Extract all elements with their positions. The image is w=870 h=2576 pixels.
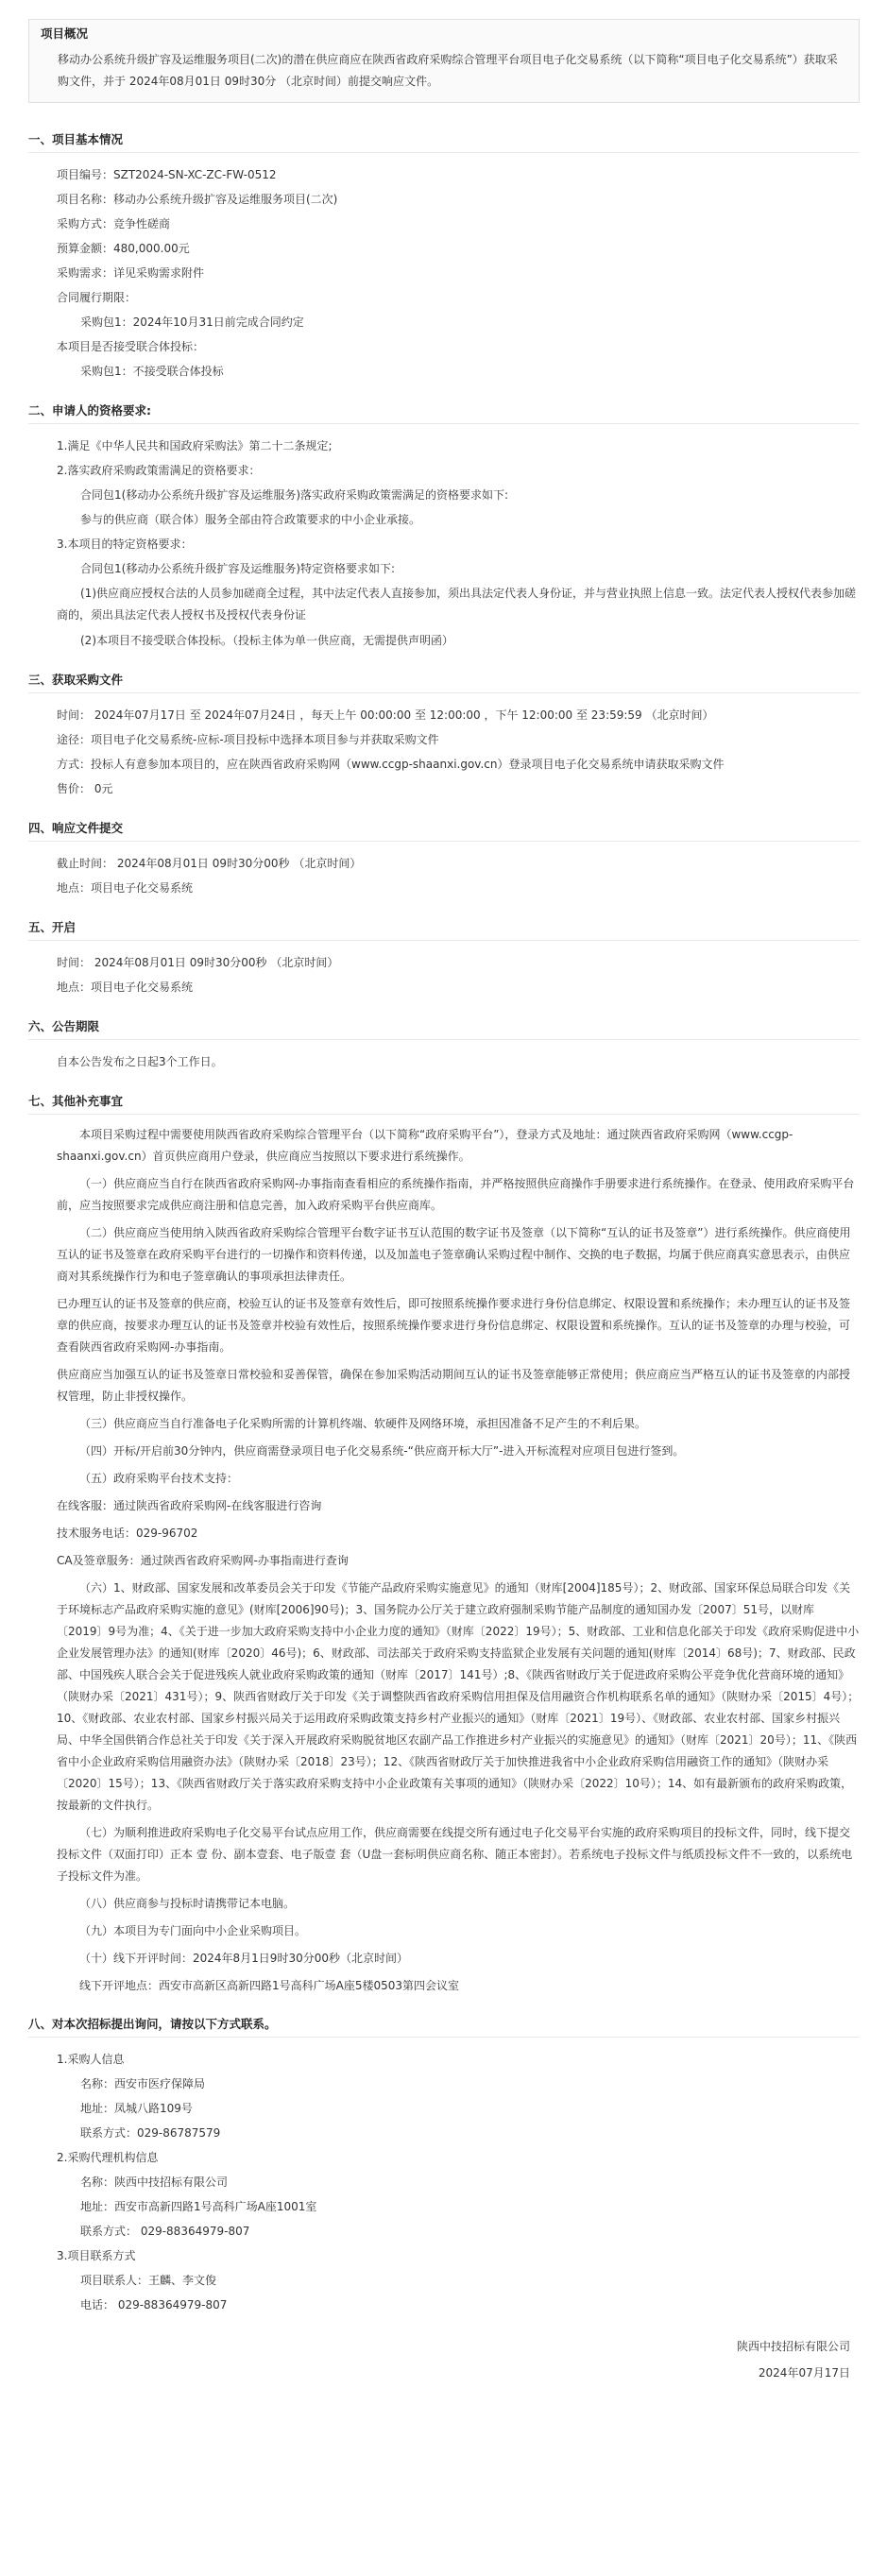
submission-deadline: 截止时间： 2024年08月01日 09时30分00秒 （北京时间） [57, 856, 362, 870]
other-paragraph: （九）本项目为专门面向中小企业采购项目。 [79, 1923, 307, 1937]
other-paragraph: （五）政府采购平台技术支持： [79, 1471, 239, 1485]
contact-heading: 2.采购代理机构信息 [57, 2150, 159, 2164]
budget-amount: 预算金额：480,000.00元 [57, 241, 190, 255]
opening-time: 时间： 2024年08月01日 09时30分00秒 （北京时间） [57, 955, 339, 969]
get-documents-method: 方式：投标人有意参加本项目的，应在陕西省政府采购网（www.ccgp-shaanxi.gov.cn）登录项目电子化交易系统申请获取采购文件 [57, 757, 725, 771]
agency-phone: 联系方式： 029-88364979-807 [80, 2224, 250, 2238]
section-contact [28, 2012, 860, 2317]
other-paragraph: 线下开评地点：西安市高新区高新四路1号高科广场A座5楼0503第四会议室 [79, 1978, 460, 1992]
agency-address: 地址：西安市高新四路1号高科广场A座1001室 [80, 2199, 317, 2213]
section-title: 三、获取采购文件 [28, 668, 860, 693]
other-paragraph: 供应商应当加强互认的证书及签章日常校验和妥善保管，确保在参加采购活动期间互认的证书及签章能够正常使用；供应商应当严格互认的证书及签章的内部授权管理，防止非授权操作。 [57, 1367, 851, 1403]
qualification-item: 1.满足《中华人民共和国政府采购法》第二十二条规定; [57, 438, 333, 452]
section-basic-info [28, 128, 860, 384]
qualification-item: (2)本项目不接受联合体投标。（投标主体为单一供应商，无需提供声明函） [80, 633, 454, 647]
purchaser-name: 名称：西安市医疗保障局 [80, 2076, 206, 2090]
section-title: 一、项目基本情况 [28, 128, 860, 153]
overview-title: 项目概况 [41, 26, 89, 41]
section-notice-period [28, 1015, 860, 1074]
section-title: 八、对本次招标提出询问，请按以下方式联系。 [28, 2012, 860, 2038]
notice-period-text: 自本公告发布之日起3个工作日。 [57, 1054, 223, 1068]
purchaser-address: 地址：凤城八路109号 [80, 2101, 193, 2115]
other-paragraph: （二）供应商应当使用纳入陕西省政府采购综合管理平台数字证书互认范围的数字证书及签章（以下简称“互认的证书及签章”）进行系统操作。供应商使用互认的证书及签章在政府采购平台进行的一切操作和资料传递，以及加盖电子签章确认采购过程中制作、交换的电子数据，均属于供应商真实意思表示，由供应商对其系统操作行为和电子签章确认的事项承担法律责任。 [57, 1225, 851, 1283]
project-name: 项目名称：移动办公系统升级扩容及运维服务项目(二次) [57, 192, 338, 206]
other-paragraph: 已办理互认的证书及签章的供应商，校验互认的证书及签章有效性后，即可按照系统操作要求进行身份信息绑定、权限设置和系统操作；未办理互认的证书及签章的供应商，按要求办理互认的证书及签章并校验有效性后，按照系统操作要求进行身份信息绑定、权限设置和系统操作。互认的证书及签章的办理与校验，可查看陕西省政府采购网-办事指南。 [57, 1296, 851, 1354]
tech-support-line: CA及签章服务：通过陕西省政府采购网-办事指南进行查询 [57, 1553, 349, 1567]
announcement-document [28, 19, 860, 2389]
submission-place: 地点：项目电子化交易系统 [57, 880, 194, 895]
other-paragraph: （七）为顺利推进政府采购电子化交易平台试点应用工作，供应商需要在线提交所有通过电子化交易平台实施的政府采购项目的投标文件，同时，线下提交投标文件（双面打印）正本 壹 份、副本壹套、电子版壹 套（U盘一套标明供应商名称、随正本密封）。若系统电子投标文件与纸质投标文件不一致的，以系统电子投标文件为准。 [57, 1825, 853, 1883]
qualification-item: (1)供应商应授权合法的人员参加磋商全过程，其中法定代表人直接参加，须出具法定代表人身份证，并与营业执照上信息一致。法定代表人授权代表参加磋商的，须出具法定代表人授权书及授权代表身份证 [57, 586, 857, 622]
section-title: 七、其他补充事宜 [28, 1089, 860, 1115]
other-paragraph: （三）供应商应当自行准备电子化采购所需的计算机终端、软硬件及网络环境，承担因准备不足产生的不利后果。 [79, 1416, 647, 1430]
section-qualification [28, 399, 860, 653]
purchaser-phone: 联系方式：029-86787579 [80, 2125, 221, 2140]
get-documents-price: 售价： 0元 [57, 781, 113, 795]
other-paragraph: （四）开标/开启前30分钟内，供应商需登录项目电子化交易系统-“供应商开标大厅”-进入开标流程对应项目包进行签到。 [79, 1443, 685, 1458]
get-documents-time: 时间： 2024年07月17日 至 2024年07月24日 ，每天上午 00:00:00 至 12:00:00 ，下午 12:00:00 至 23:59:59 （北京时间） [57, 708, 714, 722]
opening-place: 地点：项目电子化交易系统 [57, 980, 194, 994]
contact-heading: 3.项目联系方式 [57, 2248, 136, 2262]
overview-text: 移动办公系统升级扩容及运维服务项目(二次)的潜在供应商应在陕西省政府采购综合管理平台项目电子化交易系统（以下简称“项目电子化交易系统”）获取采购文件，并于 2024年08月01日 09时30分 （北京时间）前提交响应文件。 [58, 52, 838, 88]
consortium-answer: 采购包1：不接受联合体投标 [80, 364, 224, 378]
tech-support-line: 技术服务电话：029-96702 [57, 1526, 198, 1540]
qualification-item: 2.落实政府采购政策需满足的资格要求： [57, 463, 261, 477]
procurement-method: 采购方式：竞争性磋商 [57, 216, 171, 230]
qualification-item: 3.本项目的特定资格要求： [57, 537, 193, 551]
contract-period-label: 合同履行期限： [57, 290, 137, 304]
consortium-question: 本项目是否接受联合体投标： [57, 339, 205, 353]
procurement-requirement: 采购需求：详见采购需求附件 [57, 265, 205, 280]
get-documents-way: 途径：项目电子化交易系统-应标-项目投标中选择本项目参与并获取采购文件 [57, 732, 439, 746]
signature-block [28, 2332, 860, 2389]
section-opening [28, 915, 860, 999]
section-get-documents [28, 668, 860, 801]
section-other-matters [28, 1089, 860, 1997]
other-paragraph: （十）线下开评时间：2024年8月1日9时30分00秒（北京时间） [79, 1951, 408, 1965]
project-contact-person: 项目联系人：王麟、李文俊 [80, 2273, 217, 2287]
other-paragraph: （一）供应商应当自行在陕西省政府采购网-办事指南查看相应的系统操作指南，并严格按照供应商操作手册要求进行系统操作。在登录、使用政府采购平台前，应当按照要求完成供应商注册和信息完善，加入政府采购平台供应商库。 [57, 1176, 855, 1212]
contract-period-package: 采购包1：2024年10月31日前完成合同约定 [80, 315, 304, 329]
project-contact-phone: 电话： 029-88364979-807 [80, 2297, 228, 2312]
other-paragraph: （八）供应商参与投标时请携带记本电脑。 [79, 1896, 296, 1910]
qualification-item: 参与的供应商（联合体）服务全部由符合政策要求的中小企业承接。 [80, 512, 421, 526]
contact-heading: 1.采购人信息 [57, 2052, 125, 2066]
qualification-item: 合同包1(移动办公系统升级扩容及运维服务)特定资格要求如下: [80, 561, 396, 575]
other-paragraph: 本项目采购过程中需要使用陕西省政府采购综合管理平台（以下简称“政府采购平台”），登录方式及地址：通过陕西省政府采购网（www.ccgp-shaanxi.gov.cn）首页供应商用户登录，供应商应当按照以下要求进行系统操作。 [57, 1127, 793, 1163]
section-title: 六、公告期限 [28, 1015, 860, 1040]
signature-date: 2024年07月17日 [758, 2365, 850, 2380]
project-overview-box [28, 19, 860, 103]
section-title: 二、申请人的资格要求: [28, 399, 860, 424]
signature-company: 陕西中技招标有限公司 [736, 2339, 850, 2353]
project-number: 项目编号：SZT2024-SN-XC-ZC-FW-0512 [57, 167, 277, 181]
policy-list-paragraph: （六）1、财政部、国家发展和改革委员会关于印发《节能产品政府采购实施意见》的通知（财库[2004]185号）；2、财政部、国家环保总局联合印发《关于环境标志产品政府采购实施的意见》(财库[2006]90号)；3、国务院办公厅关于建立政府强制采购节能产品制度的通知国办发〔2007〕51号，以财库〔2019〕9号为准；4、《关于进一步加大政府采购支持中小企业力度的通知》（财库〔2022〕19号）；5、财政部、工业和信息化部关于印发《政府采购促进中小企业发展管理办法》的通知(财库〔2020〕46号)；6、财政部、司法部关于政府采购支持监狱企业发展有关问题的通知(财库〔2014〕68号)；7、财政部、民政部、中国残疾人联合会关于促进残疾人就业政府采购政策的通知（财库〔2017〕141号）;8、《陕西省财政厅关于促进政府采购公平竞争优化营商环境的通知》（陕财办采〔2021〕431号）；9、陕西省财政厅关于印发《关于调整陕西省政府采购信用担保及信用融资合作机构联系名单的通知》（陕财办采〔2015〕4号）；10、《财政部、农业农村部、国家乡村振兴局关于运用政府采购政策支持乡村产业振兴的通知》（财库〔2021〕19号）、《财政部、农业农村部、国家乡村振兴局、中华全国供销合作总社关于印发《关于深入开展政府采购脱贫地区农副产品工作推进乡村产业振兴的实施意见》的通知》（财库〔2021〕20号）；11、《陕西省中小企业政府采购信用融资办法》（陕财办采〔2018〕23号）；12、《陕西省财政厅关于加快推进我省中小企业政府采购信用融资工作的通知》（陕财办采〔2020〕15号）；13、《陕西省财政厅关于落实政府采购支持中小企业政策有关事项的通知》（陕财办采〔2022〕10号）；14、如有最新颁布的政府采购政策，按最新的文件执行。 [57, 1580, 860, 1812]
section-submission [28, 816, 860, 900]
tech-support-line: 在线客服：通过陕西省政府采购网-在线客服进行咨询 [57, 1498, 322, 1512]
agency-name: 名称：陕西中技招标有限公司 [80, 2175, 229, 2189]
section-title: 四、响应文件提交 [28, 816, 860, 842]
section-title: 五、开启 [28, 915, 860, 941]
qualification-item: 合同包1(移动办公系统升级扩容及运维服务)落实政府采购政策需满足的资格要求如下: [80, 487, 509, 502]
